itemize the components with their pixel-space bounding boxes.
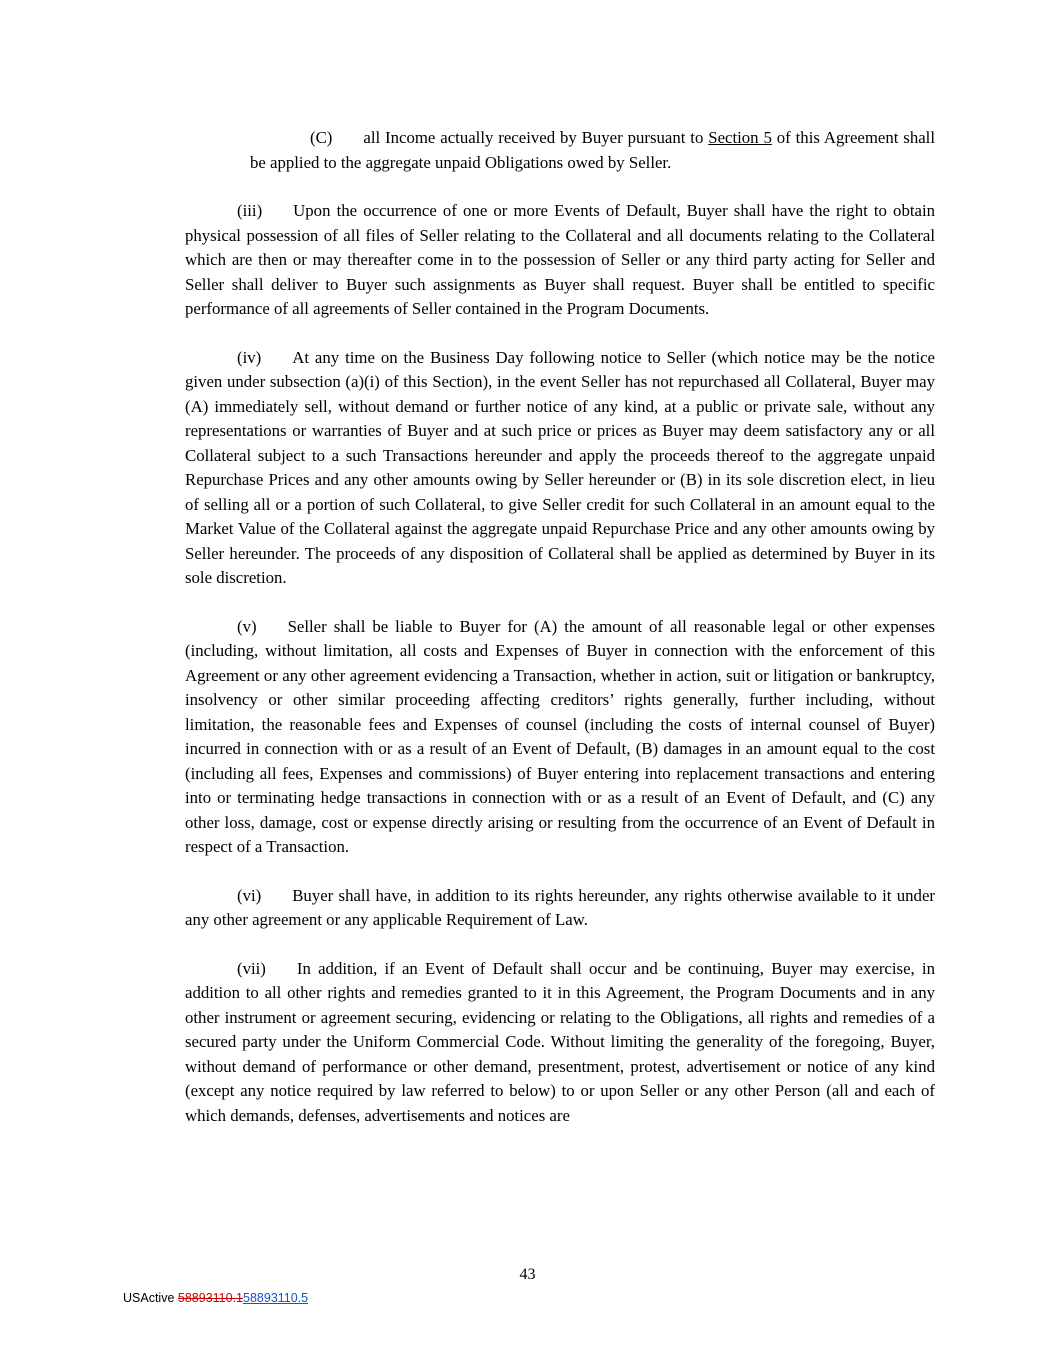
footer-inserted-version-link[interactable]: 58893110.5 — [243, 1291, 309, 1305]
clause-c-text-after: of this Agreement shall be applied to the aggregate unpaid Obligations owed by Seller. — [250, 128, 935, 172]
clause-v-text: Seller shall be liable to Buyer for (A) the amount of all reasonable legal or other expenses (including, without limitation, all costs and Expenses of Buyer in connection with the enforcement of this Agreement or any other agreement evidencing a Transaction, whether in action, suit or litigation or bankruptcy, insolvency or other similar proceeding affecting creditors’ rights generally, further including, without limitation, the reasonable fees and Expenses of counsel (including the costs of internal counsel of Buyer) incurred in connection with or as a result of an Event of Default, (B) damages in an amount equal to the cost (including all fees, Expenses and commissions) of Buyer entering into replacement transactions and entering into or terminating hedge transactions in connection with or as a result of an Event of Default, and (C) any other loss, damage, cost or expense directly arising or resulting from the occurrence of an Event of Default in respect of a Transaction. — [185, 616, 935, 856]
clause-iv-text: At any time on the Business Day following notice to Seller (which notice may be the notice given under subsection (a)(i) of this Section), in the event Seller has not repurchased all Collateral, Buyer may (A) immediately sell, without demand or further notice of any kind, at a public or private sale, without any representations or warranties of Buyer and at such price or prices as Buyer may deem satisfactory any or all Collateral subject to a such Transactions hereunder and apply the proceeds thereof to the aggregate unpaid Repurchase Prices and any other amounts owing by Seller hereunder or (B) in its sole discretion elect, in lieu of selling all or a portion of such Collateral, to give Seller credit for such Collateral in an amount equal to the Market Value of the Collateral against the aggregate unpaid Repurchase Price and any other amounts owing by Seller hereunder. The proceeds of any disposition of Collateral shall be applied as determined by Buyer in its sole discretion. — [185, 347, 935, 587]
paragraph-v — [185, 615, 935, 860]
clause-label-iv: (iv) — [237, 347, 262, 367]
footer-prefix: USActive — [123, 1291, 178, 1305]
clause-vi-text: Buyer shall have, in addition to its rights hereunder, any rights otherwise available to it under any other agreement or any applicable Requirement of Law. — [185, 885, 935, 929]
clause-c-text-before: all Income actually received by Buyer pursuant to — [363, 128, 709, 147]
paragraph-vii — [185, 957, 935, 1129]
clause-label-v: (v) — [237, 616, 257, 636]
paragraph-vi — [185, 884, 935, 933]
clause-label-vii: (vii) — [237, 958, 266, 978]
document-body — [185, 126, 935, 1152]
clause-label-vi: (vi) — [237, 885, 262, 905]
footer-deleted-version: 58893110.1 — [177, 1291, 244, 1305]
clause-iii-text: Upon the occurrence of one or more Events of Default, Buyer shall have the right to obtain physical possession of all files of Seller relating to the Collateral and all documents relating to the Collateral which are then or may thereafter come in to the possession of Seller or any third party acting for Seller and Seller shall deliver to Buyer such assignments as Buyer shall request. Buyer shall be entitled to specific performance of all agreements of Seller contained in the Program Documents. — [185, 201, 935, 318]
section-5-reference: Section 5 — [708, 128, 772, 147]
paragraph-c — [250, 126, 935, 175]
clause-label-c: (C) — [310, 128, 333, 147]
clause-label-iii: (iii) — [237, 201, 263, 220]
paragraph-iii — [185, 199, 935, 322]
clause-vii-text: In addition, if an Event of Default shall occur and be continuing, Buyer may exercise, in addition to all other rights and remedies granted to it in this Agreement, the Program Documents and in any other instrument or agreement securing, evidencing or relating to the Obligations, all rights and remedies of a secured party under the Uniform Commercial Code. Without limiting the generality of the foregoing, Buyer, without demand of performance or other demand, presentment, protest, advertisement or notice of any kind (except any notice required by law referred to below) to or upon Seller or any other Person (all and each of which demands, defenses, advertisements and notices are — [185, 958, 935, 1125]
document-id-footer — [123, 1291, 308, 1305]
page-number: 43 — [519, 1266, 536, 1283]
paragraph-iv — [185, 346, 935, 591]
